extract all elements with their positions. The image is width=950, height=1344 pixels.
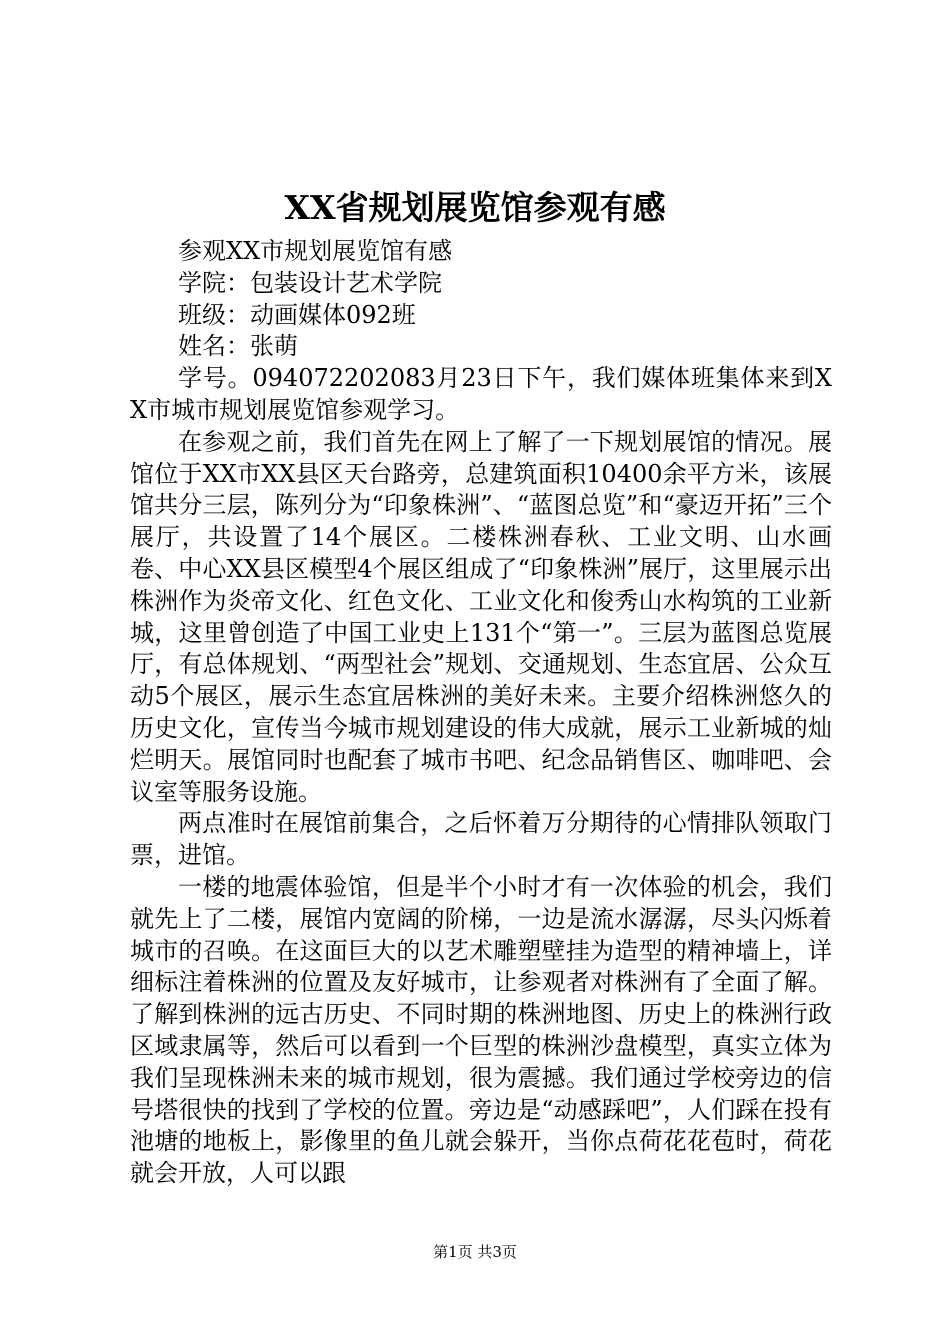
document-body [130, 236, 832, 1190]
subtitle-line: 参观XX市规划展览馆有感 [178, 237, 453, 265]
class-line: 班级：动画媒体092班 [178, 300, 416, 329]
college-line: 学院：包装设计艺术学院 [178, 268, 442, 297]
name-line: 姓名：张萌 [178, 332, 298, 361]
body-paragraph: 两点准时在展馆前集合，之后怀着万分期待的心情排队领取门票，进馆。 [130, 809, 832, 870]
body-paragraph: 一楼的地震体验馆，但是半个小时才有一次体验的机会，我们就先上了二楼，展馆内宽阔的阶梯，一边是流水潺潺，尽头闪烁着城市的召唤。在这面巨大的以艺术雕塑壁挂为造型的精神墙上，详细标注着株洲的位置及友好城市，让参观者对株洲有了全面了解。了解到株洲的远古历史、不同时期的株洲地图、历史上的株洲行政区域隶属等，然后可以看到一个巨型的株洲沙盘模型，真实立体为我们呈现株洲未来的城市规划，很为震撼。我们通过学校旁边的信号塔很快的找到了学校的位置。旁边是“动感踩吧”，人们踩在投有池塘的地板上，影像里的鱼儿就会躲开，当你点荷花花苞时，荷花就会开放，人可以跟 [130, 872, 832, 1188]
body-paragraph: 学号。094072202083月23日下午，我们媒体班集体来到XX市城市规划展览馆参观学习。 [130, 364, 832, 424]
page-number-footer: 第1页 共3页 [433, 1243, 517, 1261]
document-title: XX省规划展览馆参观有感 [284, 188, 666, 227]
body-paragraph: 在参观之前，我们首先在网上了解了一下规划展馆的情况。展馆位于XX市XX县区天台路旁，总建筑面积10400余平方米，该展馆共分三层，陈列分为“印象株洲”、“蓝图总览”和“豪迈开拓”三个展厅，共设置了14个展区。二楼株洲春秋、工业文明、山水画卷、中心XX县区模型4个展区组成了“印象株洲”展厅，这里展示出株洲作为炎帝文化、红色文化、工业文化和俊秀山水构筑的工业新城，这里曾创造了中国工业史上131个“第一”。三层为蓝图总览展厅，有总体规划、“两型社会”规划、交通规划、生态宜居、公众互动5个展区，展示生态宜居株洲的美好未来。主要介绍株洲悠久的历史文化，宣传当今城市规划建设的伟大成就，展示工业新城的灿烂明天。展馆同时也配套了城市书吧、纪念品销售区、咖啡吧、会议室等服务设施。 [130, 427, 832, 806]
